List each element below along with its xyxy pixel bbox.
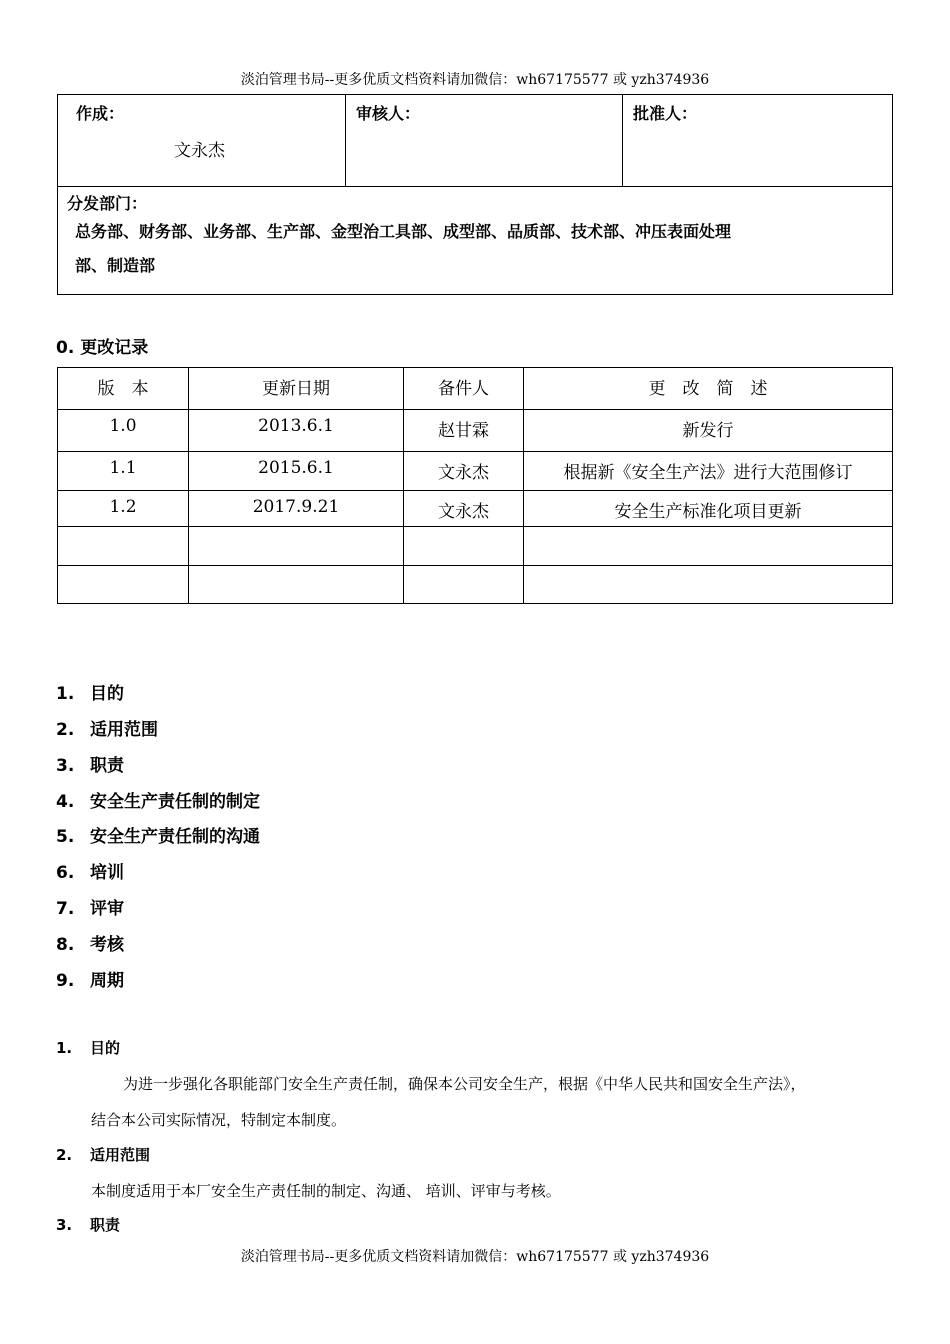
toc-label: 周期	[90, 971, 124, 991]
toc-num: 2.	[56, 720, 75, 740]
toc-num: 7.	[56, 899, 75, 919]
col-header-author: 备件人	[404, 368, 524, 410]
distribution-line-2: 部、制造部	[75, 256, 156, 275]
cell-author: 文永杰	[404, 491, 524, 527]
col-header-date: 更新日期	[189, 368, 404, 410]
toc-item	[56, 751, 124, 775]
cell-summary: 新发行	[524, 410, 893, 452]
change-record-title: 0. 更改记录	[56, 338, 149, 358]
reviewer-cell	[346, 95, 623, 187]
cell-author: 赵甘霖	[404, 410, 524, 452]
toc-label: 培训	[90, 863, 124, 883]
cell-version: 1.0	[58, 410, 189, 452]
toc-num: 9.	[56, 971, 75, 991]
cell-version	[58, 566, 189, 604]
toc-num: 4.	[56, 792, 75, 812]
toc-item	[56, 894, 124, 918]
toc-item	[56, 715, 158, 739]
cell-author	[404, 527, 524, 566]
cell-date	[189, 527, 404, 566]
toc-item	[56, 858, 124, 882]
toc-label: 安全生产责任制的制定	[90, 792, 260, 812]
toc-item	[56, 679, 124, 703]
section-heading-purpose: 1. 目的	[56, 1039, 121, 1057]
cell-version: 1.2	[58, 491, 189, 527]
toc-label: 安全生产责任制的沟通	[90, 827, 260, 847]
approver-label: 批准人：	[633, 104, 698, 123]
table-row	[58, 452, 893, 491]
col-header-version: 版 本	[58, 368, 189, 410]
table-row	[58, 527, 893, 566]
distribution-line-1: 总务部、财务部、业务部、生产部、金型治工具部、成型部、品质部、技术部、冲压表面处理	[75, 222, 732, 241]
toc-label: 考核	[90, 935, 124, 955]
toc-item	[56, 966, 124, 990]
toc-num: 1.	[56, 684, 75, 704]
author-name: 文永杰	[174, 141, 225, 161]
toc-num: 6.	[56, 863, 75, 883]
toc-label: 目的	[90, 684, 124, 704]
signoff-table	[57, 94, 893, 295]
toc-label: 评审	[90, 899, 124, 919]
section-heading-scope: 2. 适用范围	[56, 1146, 151, 1164]
cell-summary: 安全生产标准化项目更新	[524, 491, 893, 527]
change-record-table	[57, 367, 893, 604]
cell-author	[404, 566, 524, 604]
toc-item	[56, 822, 260, 846]
col-header-summary: 更 改 简 述	[524, 368, 893, 410]
page-header: 淡泊管理书局--更多优质文档资料请加微信：wh67175577 或 yzh374936	[240, 72, 710, 88]
toc-num: 3.	[56, 756, 75, 776]
purpose-paragraph-line-1: 为进一步强化各职能部门安全生产责任制，确保本公司安全生产，根据《中华人民共和国安全生产法》，	[123, 1075, 806, 1093]
cell-date: 2013.6.1	[189, 410, 404, 452]
toc-num: 8.	[56, 935, 75, 955]
reviewer-label: 审核人：	[356, 104, 421, 123]
distribution-cell	[58, 187, 893, 295]
cell-author: 文永杰	[404, 452, 524, 491]
toc-num: 5.	[56, 827, 75, 847]
section-heading-responsibilities: 3. 职责	[56, 1216, 121, 1234]
cell-date: 2015.6.1	[189, 452, 404, 491]
cell-summary	[524, 566, 893, 604]
author-label: 作成：	[76, 104, 125, 123]
cell-version	[58, 527, 189, 566]
toc-label: 适用范围	[90, 720, 158, 740]
purpose-paragraph-line-2: 结合本公司实际情况，特制定本制度。	[91, 1111, 347, 1129]
change-record-header-row	[58, 368, 893, 410]
table-row	[58, 491, 893, 527]
cell-summary: 根据新《安全生产法》进行大范围修订	[524, 452, 893, 491]
scope-paragraph: 本制度适用于本厂安全生产责任制的制定、沟通、 培训、评审与考核。	[91, 1182, 561, 1200]
cell-date: 2017.9.21	[189, 491, 404, 527]
page-footer: 淡泊管理书局--更多优质文档资料请加微信：wh67175577 或 yzh374936	[240, 1249, 710, 1265]
toc-item	[56, 930, 124, 954]
cell-date	[189, 566, 404, 604]
distribution-label: 分发部门：	[67, 194, 148, 213]
cell-version: 1.1	[58, 452, 189, 491]
toc-label: 职责	[90, 756, 124, 776]
table-row	[58, 566, 893, 604]
toc-item	[56, 787, 260, 811]
cell-summary	[524, 527, 893, 566]
table-row	[58, 410, 893, 452]
author-cell	[58, 95, 346, 187]
approver-cell	[623, 95, 893, 187]
